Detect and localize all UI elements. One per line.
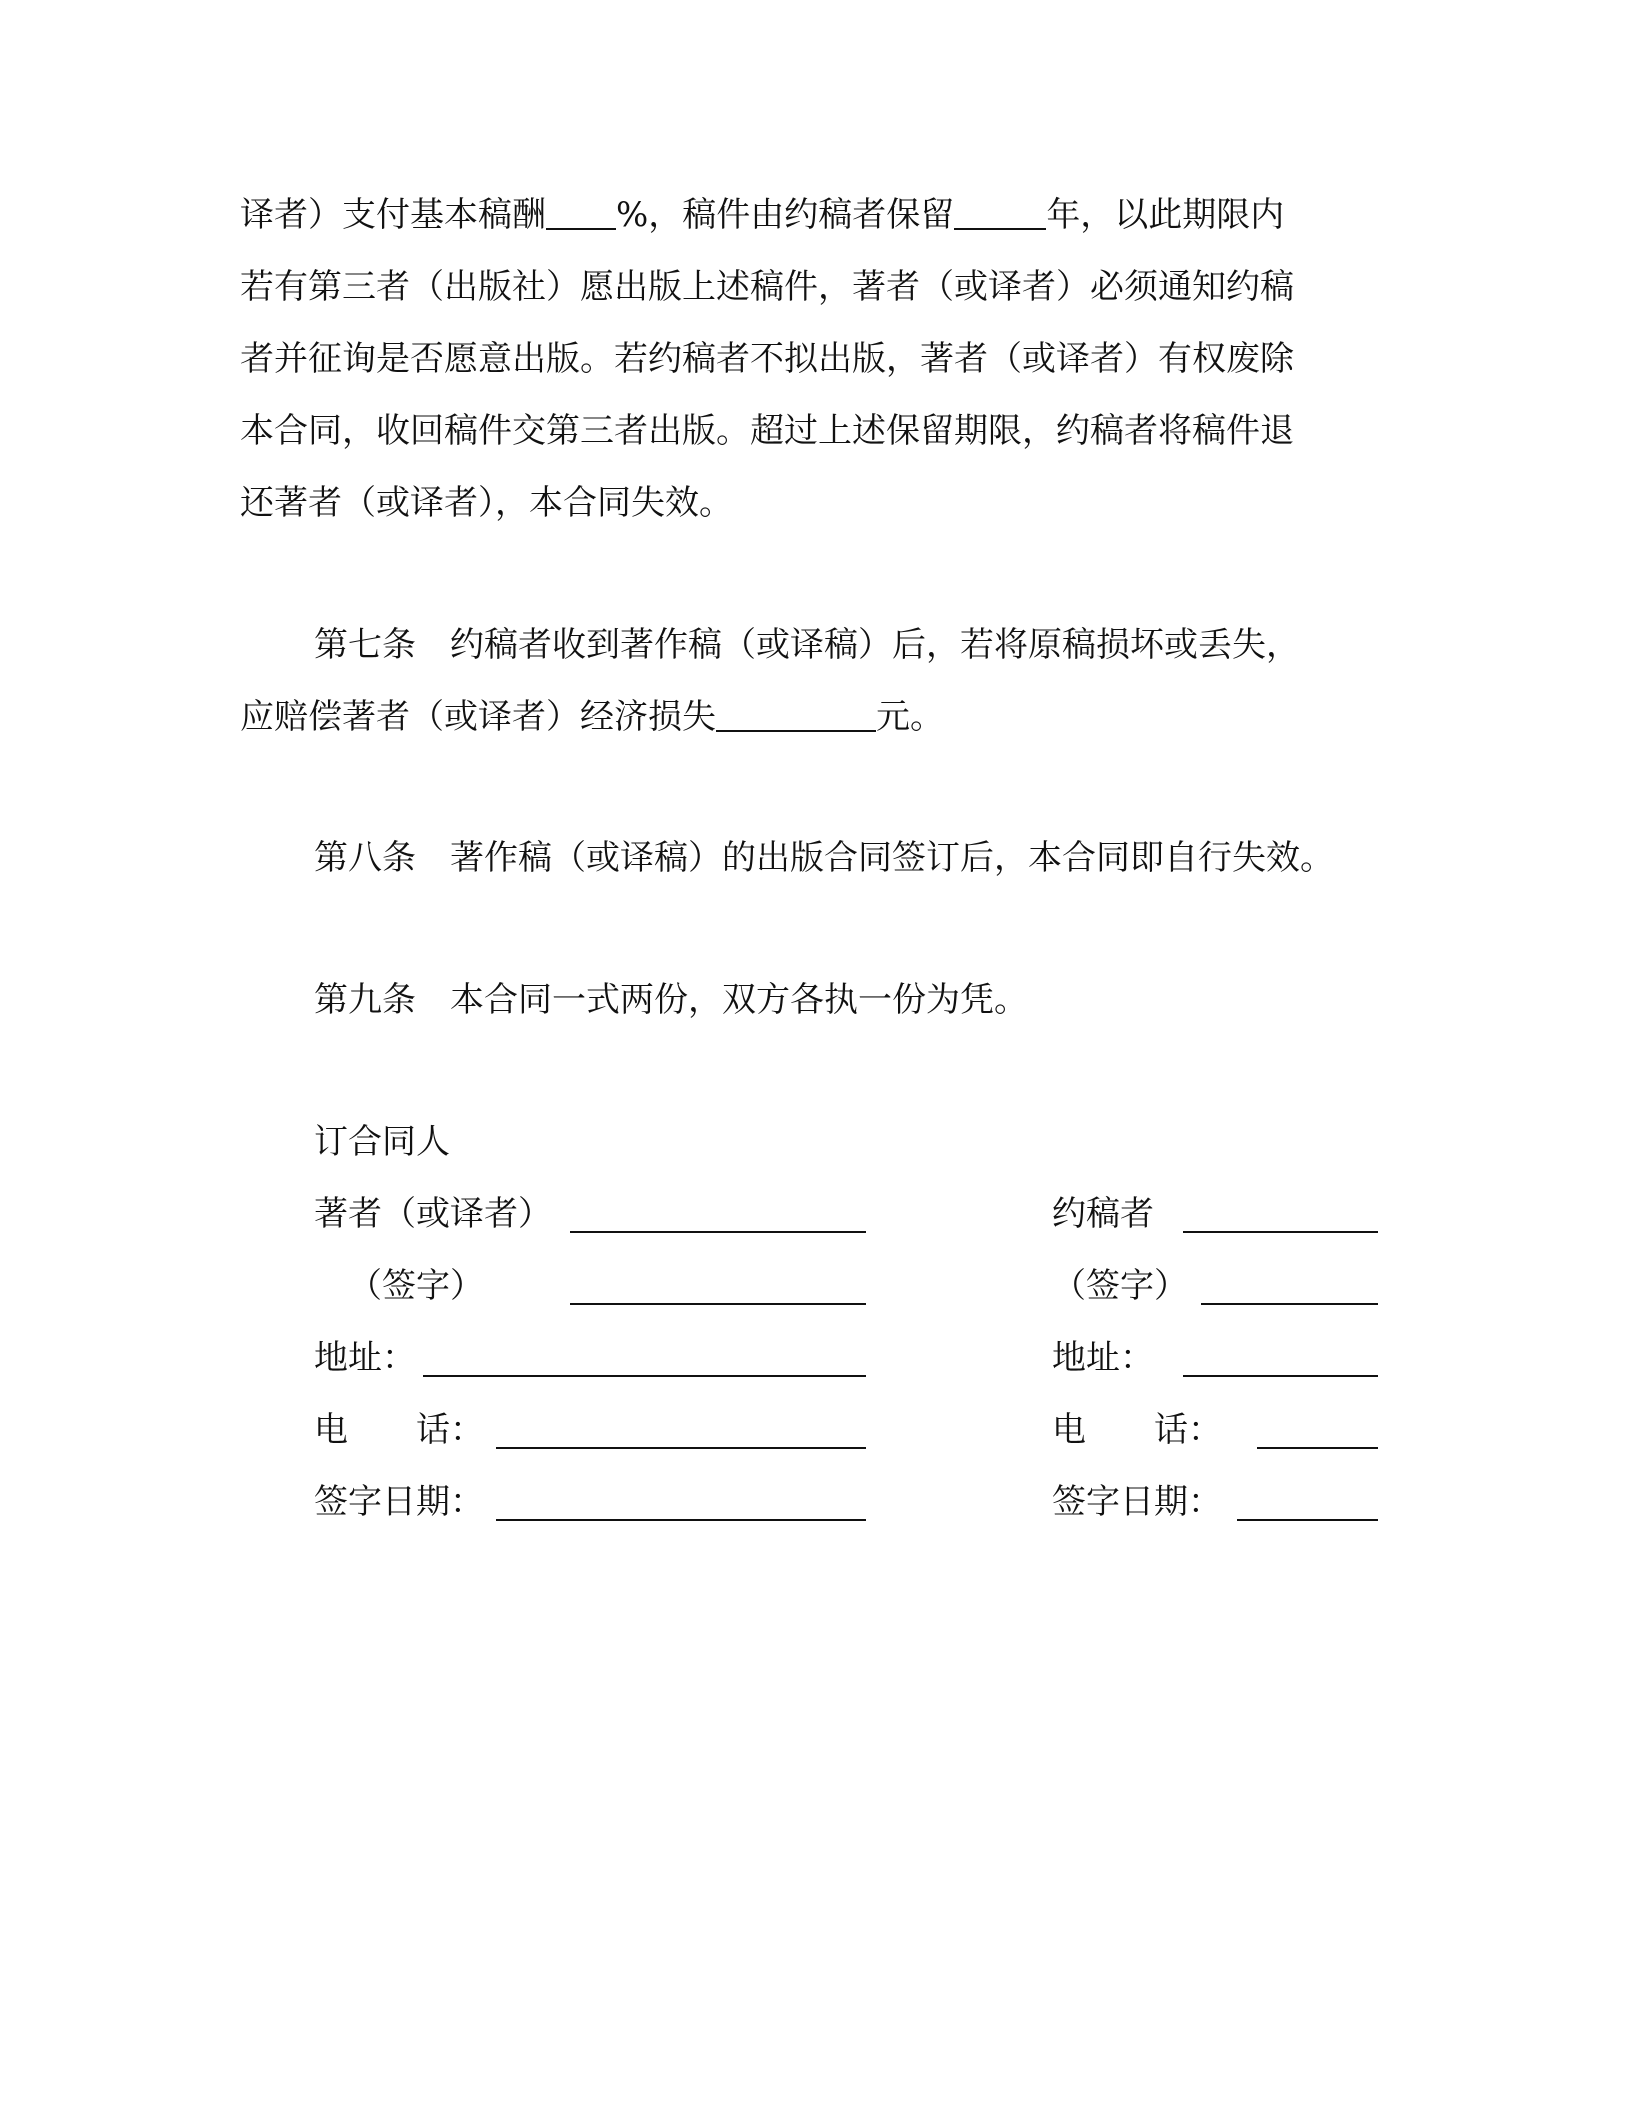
para6-line1	[240, 195, 1390, 235]
left-sign-line	[570, 1303, 866, 1305]
article7-text-a: 应赔偿著者（或译者）经济损失	[240, 697, 716, 737]
para6-text-a: 译者）支付基本稿酬	[240, 195, 546, 235]
right-sign-label: （签字）	[1052, 1266, 1188, 1306]
article7-text-b: 元。	[876, 697, 944, 737]
percent-blank	[546, 198, 616, 230]
article7-line1: 第七条 约稿者收到著作稿（或译稿）后，若将原稿损坏或丢失，	[314, 625, 1300, 665]
left-date-label: 签字日期：	[314, 1482, 484, 1522]
left-address-line	[423, 1375, 866, 1377]
left-phone-label: 电 话：	[314, 1410, 484, 1450]
left-author-label: 著者（或译者）	[314, 1194, 552, 1234]
para6-text-b: %，稿件由约稿者保留	[616, 195, 955, 235]
left-date-line	[496, 1519, 866, 1521]
right-commissioner-label: 约稿者	[1052, 1194, 1154, 1234]
para6-line4: 本合同，收回稿件交第三者出版。超过上述保留期限，约稿者将稿件退	[240, 411, 1294, 451]
para6-line3: 者并征询是否愿意出版。若约稿者不拟出版，著者（或译者）有权废除	[240, 339, 1294, 379]
right-commissioner-line	[1183, 1231, 1378, 1233]
right-address-label: 地址：	[1052, 1338, 1154, 1378]
article9: 第九条 本合同一式两份，双方各执一份为凭。	[314, 980, 1028, 1020]
right-sign-line	[1201, 1303, 1378, 1305]
left-address-label: 地址：	[314, 1338, 416, 1378]
para6-text-c: 年，以此期限内	[1046, 195, 1285, 235]
right-address-line	[1183, 1375, 1378, 1377]
right-date-line	[1237, 1519, 1378, 1521]
para6-line5: 还著者（或译者），本合同失效。	[240, 483, 733, 523]
years-blank	[954, 198, 1046, 230]
left-sign-label: （签字）	[348, 1266, 484, 1306]
article7-line2	[240, 697, 1390, 737]
right-phone-line	[1257, 1447, 1378, 1449]
right-phone-label: 电 话：	[1052, 1410, 1222, 1450]
right-date-label: 签字日期：	[1052, 1482, 1222, 1522]
loss-amount-blank	[716, 700, 876, 732]
left-author-line	[570, 1231, 866, 1233]
para6-line2: 若有第三者（出版社）愿出版上述稿件，著者（或译者）必须通知约稿	[240, 267, 1294, 307]
left-phone-line	[496, 1447, 866, 1449]
article8: 第八条 著作稿（或译稿）的出版合同签订后，本合同即自行失效。	[314, 838, 1334, 878]
signatures-heading: 订合同人	[314, 1122, 450, 1162]
